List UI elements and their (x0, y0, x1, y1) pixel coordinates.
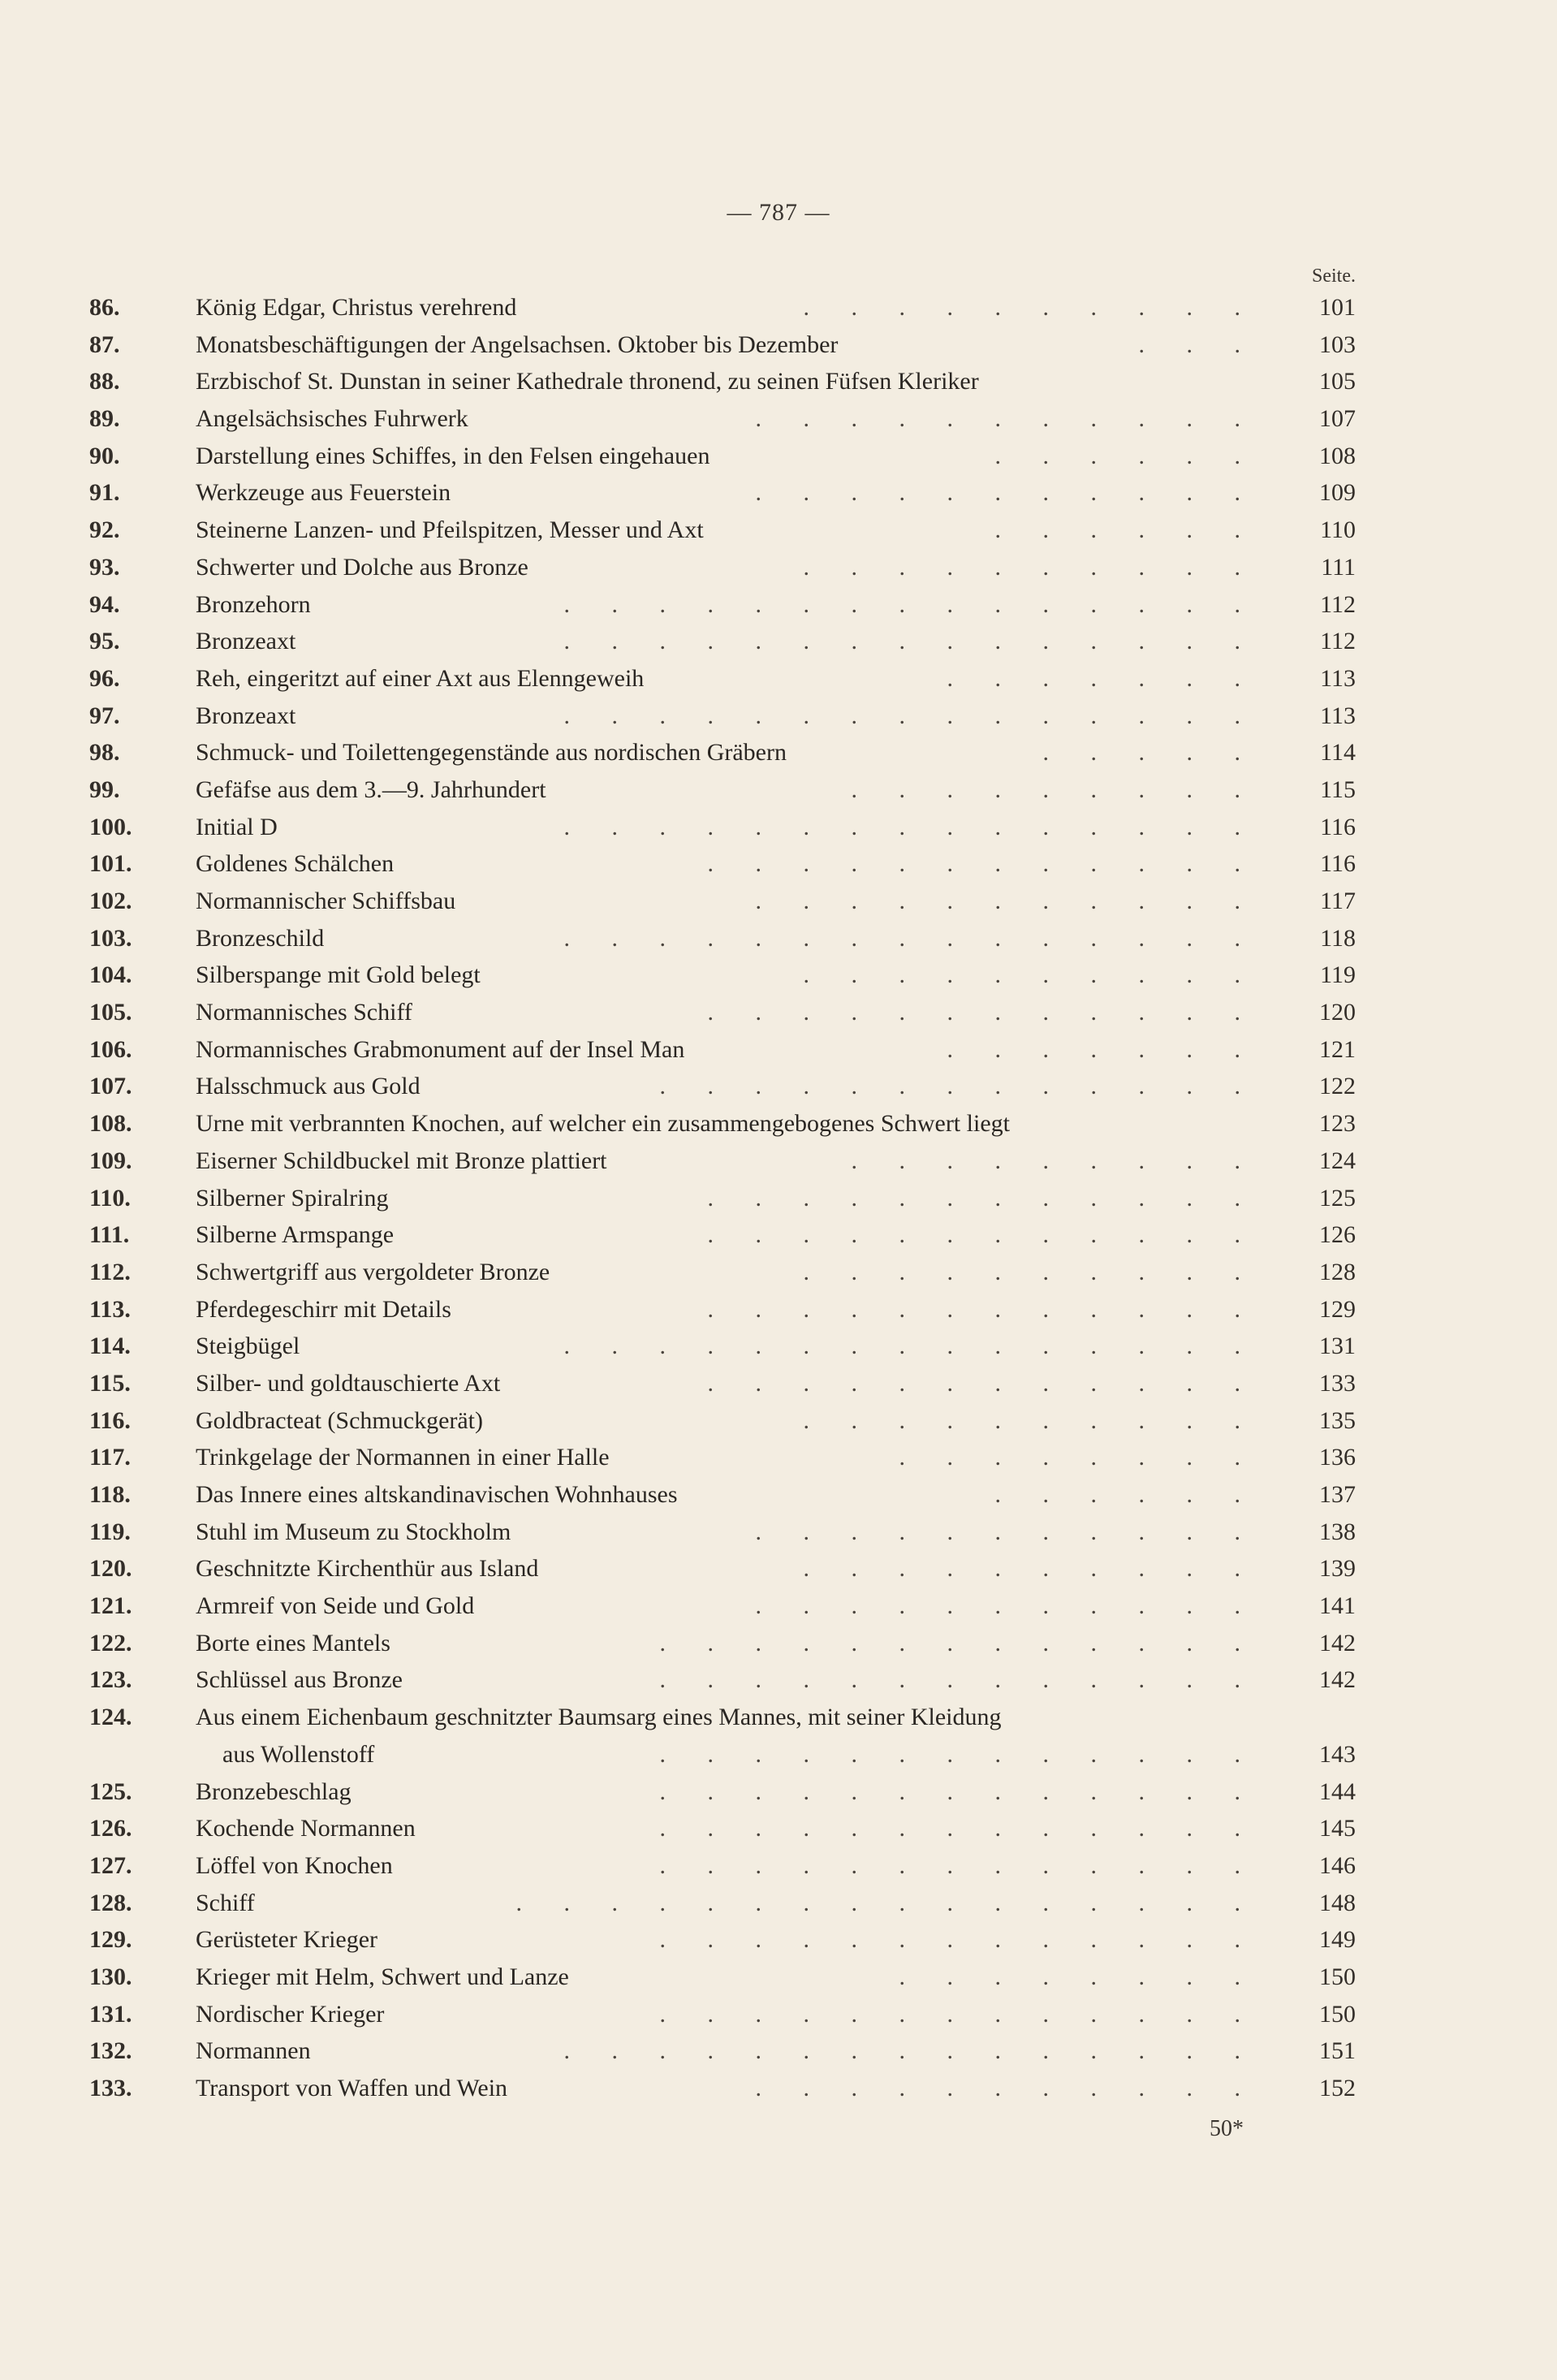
entry-number: 128. (89, 1889, 132, 1916)
entry-number: 112. (89, 1258, 131, 1285)
entry-page-number: 112 (1320, 590, 1356, 618)
entry-number: 117. (89, 1444, 131, 1471)
entry-page-number: 144 (1319, 1777, 1356, 1805)
entry-number: 129. (89, 1926, 132, 1954)
entry-number: 116. (89, 1406, 131, 1434)
dot-leader: . . . . . . . . . . . . (707, 850, 1258, 878)
dot-leader: . . . . . . . . . . . (755, 405, 1258, 433)
list-item (0, 1031, 1557, 1069)
dot-leader: . . . (1138, 330, 1258, 358)
entry-page-number: 149 (1319, 1926, 1356, 1954)
entry-number: 123. (89, 1666, 132, 1694)
entry-title: Werkzeuge aus Feuerstein (196, 479, 451, 507)
list-item (0, 1291, 1557, 1328)
entry-title: Transport von Waffen und Wein (196, 2075, 508, 2102)
entry-number: 96. (89, 664, 120, 692)
entry-title: Das Innere eines altskandinavischen Wohnhauses (196, 1481, 678, 1508)
dot-leader: . . . . . . . . . . . (755, 2075, 1258, 2102)
entry-number: 100. (89, 813, 132, 840)
entry-page-number: 115 (1320, 775, 1356, 803)
entry-page-number: 133 (1319, 1369, 1356, 1397)
list-item (0, 845, 1557, 883)
entry-number: 105. (89, 999, 132, 1026)
entry-title: Aus einem Eichenbaum geschnitzter Baumsarg eines Mannes, mit seiner Kleidung (196, 1704, 1002, 1731)
entry-title: Steinerne Lanzen- und Pfeilspitzen, Messer und Axt (196, 516, 704, 544)
entry-page-number: 108 (1319, 442, 1356, 469)
list-item (0, 1959, 1557, 1996)
entry-title: Pferdegeschirr mit Details (196, 1295, 451, 1323)
entry-page-number: 139 (1319, 1555, 1356, 1583)
entry-page-number: 151 (1319, 2037, 1356, 2065)
entry-number: 118. (89, 1481, 131, 1508)
entry-title: Silberspange mit Gold belegt (196, 961, 481, 989)
dot-leader: . . . . . . . . . (851, 1147, 1258, 1174)
entry-page-number: 107 (1319, 405, 1356, 433)
entry-number: 120. (89, 1555, 132, 1583)
page-number-header: — 787 — (727, 199, 830, 226)
entry-title: Schiff (196, 1889, 255, 1916)
entry-title: Goldbracteat (Schmuckgerät) (196, 1406, 484, 1434)
dot-leader: . . . . . . . . . . . . . . . (563, 1333, 1258, 1360)
entry-page-number: 103 (1319, 330, 1356, 358)
entry-page-number: 119 (1320, 961, 1356, 989)
dot-leader: . . . . . . . . . . (803, 1258, 1258, 1285)
entry-number: 94. (89, 590, 120, 618)
entry-number: 107. (89, 1073, 132, 1100)
list-item (0, 957, 1557, 994)
dot-leader: . . . . . . . . . . . . . (659, 1666, 1258, 1694)
entry-number: 113. (89, 1295, 131, 1323)
list-item (0, 1105, 1557, 1142)
entry-title: Bronzeaxt (196, 628, 296, 655)
entry-page-number: 143 (1319, 1740, 1356, 1768)
list-item (0, 1661, 1557, 1699)
list-item (0, 586, 1557, 624)
entry-number: 88. (89, 368, 120, 395)
list-item (0, 438, 1557, 475)
list-item (0, 623, 1557, 660)
list-item (0, 2032, 1557, 2070)
dot-leader: . . . . . . . . . . (803, 553, 1258, 581)
entry-number: 108. (89, 1110, 132, 1138)
entry-number: 97. (89, 702, 120, 729)
entry-page-number: 148 (1319, 1889, 1356, 1916)
entry-number: 122. (89, 1629, 132, 1656)
list-item (0, 1216, 1557, 1254)
list-item (0, 1847, 1557, 1885)
entry-number: 103. (89, 924, 132, 952)
entry-number: 126. (89, 1815, 132, 1842)
list-item (0, 1885, 1557, 1922)
entry-page-number: 145 (1319, 1815, 1356, 1842)
entry-number: 111. (89, 1221, 130, 1249)
list-item (0, 1439, 1557, 1476)
list-item (0, 660, 1557, 698)
dot-leader: . . . . . . . . . . (803, 1406, 1258, 1434)
entry-title: Schwerter und Dolche aus Bronze (196, 553, 528, 581)
dot-leader: . . . . . . . . . . . . . (659, 1073, 1258, 1100)
entry-title: Silberner Spiralring (196, 1184, 389, 1212)
entry-number: 130. (89, 1963, 132, 1990)
list-item (0, 1699, 1557, 1773)
entry-number: 102. (89, 888, 132, 914)
dot-leader: . . . . . . . . . . . . . . . (563, 628, 1258, 655)
entry-title: Erzbischof St. Dunstan in seiner Kathedrale thronend, zu seinen Füfsen Kleriker (196, 368, 979, 395)
entry-page-number: 116 (1320, 813, 1356, 840)
entry-title: Gefäfse aus dem 3.—9. Jahrhundert (196, 775, 546, 803)
entry-title: Stuhl im Museum zu Stockholm (196, 1518, 511, 1545)
entry-page-number: 117 (1320, 888, 1356, 914)
dot-leader: . . . . . . . . . . . . . (659, 1777, 1258, 1805)
entry-title: Silber- und goldtauschierte Axt (196, 1369, 501, 1397)
entry-number: 115. (89, 1369, 131, 1397)
entry-title: Normannisches Grabmonument auf der Insel Man (196, 1035, 685, 1063)
dot-leader: . . . . . . (994, 442, 1258, 469)
entry-title: Goldenes Schälchen (196, 850, 395, 878)
dot-leader: . . . . . . . . . . . . . (659, 1740, 1258, 1768)
entry-page-number: 122 (1319, 1073, 1356, 1100)
dot-leader: . . . . . . . . . . . . . . . (563, 813, 1258, 840)
entry-title: Kochende Normannen (196, 1815, 416, 1842)
entry-number: 99. (89, 775, 120, 803)
entry-title: Trinkgelage der Normannen in einer Halle (196, 1444, 610, 1471)
table-of-illustrations (0, 289, 1557, 2107)
entry-number: 114. (89, 1333, 131, 1360)
entry-title: Angelsächsisches Fuhrwerk (196, 405, 468, 433)
entry-page-number: 111 (1321, 553, 1356, 581)
dot-leader: . . . . . . . . . . (803, 1555, 1258, 1583)
entry-number: 87. (89, 330, 120, 358)
entry-page-number: 105 (1319, 368, 1356, 395)
entry-title: Steigbügel (196, 1333, 300, 1360)
dot-leader: . . . . . . . . . . (803, 961, 1258, 989)
entry-title: Gerüsteter Krieger (196, 1926, 378, 1954)
dot-leader: . . . . . . . . . . . . . (659, 1815, 1258, 1842)
list-item (0, 1365, 1557, 1402)
entry-page-number: 141 (1319, 1592, 1356, 1620)
dot-leader: . . . . . . . (947, 664, 1258, 692)
entry-title-continuation: aus Wollenstoff (222, 1740, 375, 1768)
dot-leader: . . . . . . . . (899, 1963, 1258, 1990)
entry-title: Schwertgriff aus vergoldeter Bronze (196, 1258, 550, 1285)
entry-title: Initial D (196, 813, 278, 840)
entry-title: Krieger mit Helm, Schwert und Lanze (196, 1963, 569, 1990)
dot-leader: . . . . . . . . . . . . . . . (563, 590, 1258, 618)
entry-page-number: 136 (1319, 1444, 1356, 1471)
dot-leader: . . . . . . . . . . . . . . . . (515, 1889, 1258, 1916)
list-item (0, 326, 1557, 364)
entry-title: Normannisches Schiff (196, 999, 412, 1026)
list-item (0, 1402, 1557, 1440)
entry-page-number: 142 (1319, 1666, 1356, 1694)
dot-leader: . . . . . . . . . . . . . . . (563, 924, 1258, 952)
entry-title: Urne mit verbrannten Knochen, auf welcher ein zusammengebogenes Schwert liegt (196, 1110, 1010, 1138)
entry-page-number: 123 (1319, 1110, 1356, 1138)
list-item (0, 1476, 1557, 1514)
entry-title: Halsschmuck aus Gold (196, 1073, 421, 1100)
entry-page-number: 152 (1319, 2075, 1356, 2102)
entry-number: 101. (89, 850, 132, 878)
entry-number: 132. (89, 2037, 132, 2065)
entry-number: 89. (89, 405, 120, 433)
entry-number: 91. (89, 479, 120, 507)
dot-leader: . . . . . . (994, 516, 1258, 544)
entry-page-number: 150 (1319, 1963, 1356, 1990)
dot-leader: . . . . . . . . . . . . (707, 1369, 1258, 1397)
list-item (0, 474, 1557, 512)
entry-title: Schmuck- und Toilettengegenstände aus nordischen Gräbern (196, 739, 787, 767)
list-item (0, 1773, 1557, 1811)
entry-number: 109. (89, 1147, 132, 1174)
entry-number: 92. (89, 516, 120, 544)
entry-title: König Edgar, Christus verehrend (196, 294, 517, 321)
dot-leader: . . . . . . . . . . . (755, 888, 1258, 914)
entry-page-number: 118 (1320, 924, 1356, 952)
dot-leader: . . . . . . . . . . . . (707, 1184, 1258, 1212)
entry-number: 86. (89, 294, 120, 321)
entry-page-number: 142 (1319, 1629, 1356, 1656)
list-item (0, 771, 1557, 809)
list-item (0, 1810, 1557, 1847)
list-item (0, 512, 1557, 549)
entry-page-number: 137 (1319, 1481, 1356, 1508)
entry-title: Bronzehorn (196, 590, 311, 618)
entry-number: 90. (89, 442, 120, 469)
entry-number: 104. (89, 961, 132, 989)
entry-title: Bronzebeschlag (196, 1777, 352, 1805)
entry-number: 106. (89, 1035, 132, 1063)
dot-leader: . . . . . . . . . . . . . (659, 1851, 1258, 1879)
list-item (0, 1328, 1557, 1365)
list-item (0, 1625, 1557, 1662)
dot-leader: . . . . . . . . . . . . . (659, 1926, 1258, 1954)
entry-page-number: 150 (1319, 2000, 1356, 2028)
list-item (0, 809, 1557, 846)
entry-page-number: 110 (1320, 516, 1356, 544)
entry-number: 119. (89, 1518, 131, 1545)
list-item (0, 1254, 1557, 1291)
dot-leader: . . . . . . . . . . . . (707, 1295, 1258, 1323)
entry-number: 98. (89, 739, 120, 767)
entry-title: Normannen (196, 2037, 311, 2065)
dot-leader: . . . . . . . . . . . . . (659, 2000, 1258, 2028)
dot-leader: . . . . . . . . . . . (755, 1592, 1258, 1620)
dot-leader: . . . . . . . (947, 1035, 1258, 1063)
signature-mark: 50* (1210, 2116, 1244, 2141)
entry-number: 110. (89, 1184, 131, 1212)
entry-number: 127. (89, 1851, 132, 1879)
list-item (0, 400, 1557, 438)
list-item (0, 1180, 1557, 1217)
entry-page-number: 120 (1319, 999, 1356, 1026)
dot-leader: . . . . . . . . (899, 1444, 1258, 1471)
list-item (0, 994, 1557, 1031)
entry-page-number: 116 (1320, 850, 1356, 878)
entry-title: Bronzeaxt (196, 702, 296, 729)
list-item (0, 1921, 1557, 1959)
entry-title: Geschnitzte Kirchenthür aus Island (196, 1555, 539, 1583)
entry-number: 93. (89, 553, 120, 581)
list-item (0, 1996, 1557, 2033)
entry-title: Bronzeschild (196, 924, 325, 952)
dot-leader: . . . . . . . . . . . . . . . (563, 2037, 1258, 2065)
list-item (0, 883, 1557, 920)
entry-title: Eiserner Schildbuckel mit Bronze plattiert (196, 1147, 607, 1174)
list-item (0, 920, 1557, 957)
list-item (0, 2070, 1557, 2107)
list-item (0, 1587, 1557, 1625)
entry-page-number: 135 (1319, 1406, 1356, 1434)
entry-title: Reh, eingeritzt auf einer Axt aus Elenngeweih (196, 664, 645, 692)
entry-title: Borte eines Mantels (196, 1629, 390, 1656)
list-item (0, 734, 1557, 771)
entry-title: Armreif von Seide und Gold (196, 1592, 475, 1620)
entry-page-number: 129 (1319, 1295, 1356, 1323)
list-item (0, 698, 1557, 735)
entry-number: 124. (89, 1704, 132, 1731)
entry-title: Silberne Armspange (196, 1221, 395, 1249)
dot-leader: . . . . . . . . . . . (755, 1518, 1258, 1545)
dot-leader: . . . . . . . . . . . . (707, 1221, 1258, 1249)
entry-title: Schlüssel aus Bronze (196, 1666, 403, 1694)
list-item (0, 1142, 1557, 1180)
entry-number: 131. (89, 2000, 132, 2028)
entry-title: Darstellung eines Schiffes, in den Felsen eingehauen (196, 442, 710, 469)
dot-leader: . . . . . . . . . . . . . . . (563, 702, 1258, 729)
entry-page-number: 121 (1319, 1035, 1356, 1063)
seite-column-label: Seite. (1312, 266, 1356, 287)
entry-number: 121. (89, 1592, 132, 1620)
entry-number: 95. (89, 628, 120, 655)
dot-leader: . . . . . (1042, 739, 1258, 767)
dot-leader: . . . . . . . . . . . (755, 479, 1258, 507)
entry-page-number: 131 (1319, 1333, 1356, 1360)
entry-page-number: 109 (1319, 479, 1356, 507)
list-item (0, 363, 1557, 400)
dot-leader: . . . . . . (994, 1481, 1258, 1508)
entry-page-number: 125 (1319, 1184, 1356, 1212)
entry-page-number: 124 (1319, 1147, 1356, 1174)
entry-page-number: 113 (1320, 664, 1356, 692)
list-item (0, 1514, 1557, 1551)
list-item (0, 549, 1557, 586)
entry-title: Normannischer Schiffsbau (196, 888, 456, 914)
list-item (0, 1550, 1557, 1587)
dot-leader: . . . . . . . . . . . . (707, 999, 1258, 1026)
entry-page-number: 138 (1319, 1518, 1356, 1545)
entry-page-number: 113 (1320, 702, 1356, 729)
dot-leader: . . . . . . . . . . (803, 294, 1258, 321)
entry-title: Monatsbeschäftigungen der Angelsachsen. Oktober bis Dezember (196, 330, 839, 358)
entry-title: Nordischer Krieger (196, 2000, 385, 2028)
entry-page-number: 112 (1320, 628, 1356, 655)
entry-number: 133. (89, 2075, 132, 2102)
dot-leader: . . . . . . . . . (851, 775, 1258, 803)
entry-page-number: 101 (1319, 294, 1356, 321)
entry-page-number: 146 (1319, 1851, 1356, 1879)
entry-number: 125. (89, 1777, 132, 1805)
dot-leader: . . . . . . . . . . . . . (659, 1629, 1258, 1656)
entry-page-number: 128 (1319, 1258, 1356, 1285)
list-item (0, 1068, 1557, 1105)
entry-title: Löffel von Knochen (196, 1851, 393, 1879)
entry-page-number: 114 (1320, 739, 1356, 767)
list-item (0, 289, 1557, 326)
entry-page-number: 126 (1319, 1221, 1356, 1249)
